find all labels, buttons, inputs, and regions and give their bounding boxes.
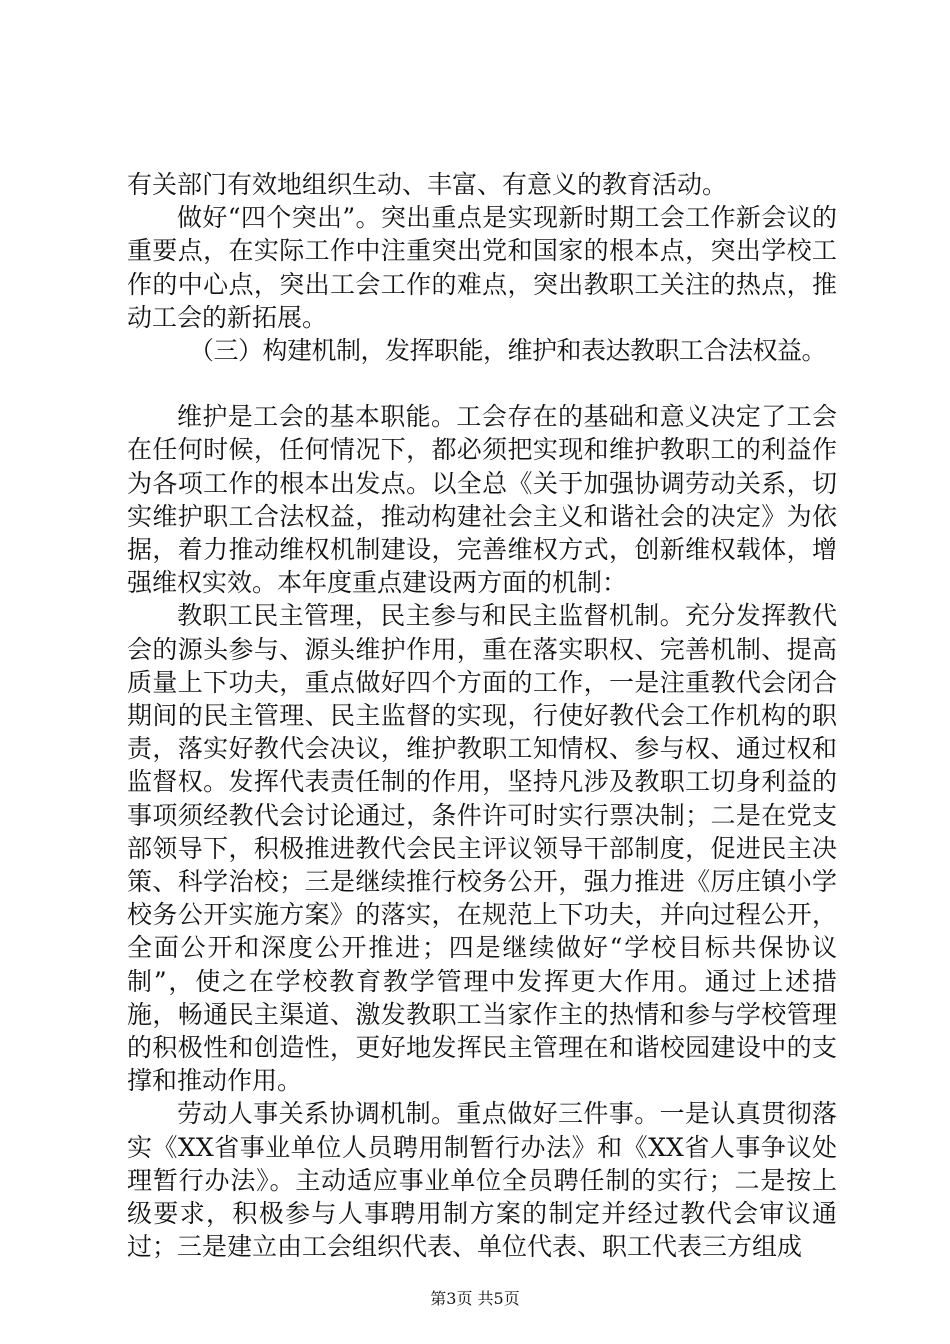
- document-body: [127, 168, 837, 1264]
- paragraph-spacer: [127, 367, 837, 400]
- section-heading-3: （三）构建机制，发挥职能，维护和表达教职工合法权益。: [189, 336, 827, 366]
- paragraph-protection-function: 维护是工会的基本职能。工会存在的基础和意义决定了工会在任何时候，任何情况下，都必须把实现和维护教职工的利益作为各项工作的根本出发点。以全总《关于加强协调劳动关系，切实维护职工合法权益，推动构建社会主义和谐社会的决定》为依据，着力推动维权机制建设，完善维权方式，创新维权载体，增强维权实效。本年度重点建设两方面的机制：: [127, 402, 837, 598]
- page-number-footer: 第3页 共5页: [430, 1289, 520, 1308]
- paragraph-four-highlights: 做好“四个突出”。突出重点是实现新时期工会工作新会议的重要点，在实际工作中注重突出党和国家的根本点，突出学校工作的中心点，突出工会工作的难点，突出教职工关注的热点，推动工会的新拓展。: [127, 203, 837, 332]
- paragraph-continuation: 有关部门有效地组织生动、丰富、有意义的教育活动。: [127, 170, 728, 199]
- paragraph-democratic-management: 教职工民主管理，民主参与和民主监督机制。充分发挥教代会的源头参与、源头维护作用，重在落实职权、完善机制、提高质量上下功夫，重点做好四个方面的工作，一是注重教代会闭合期间的民主管理、民主监督的实现，行使好教代会工作机构的职责，落实好教代会决议，维护教职工知情权、参与权、通过权和监督权。发挥代表责任制的作用，坚持凡涉及教职工切身利益的事项须经教代会讨论通过，条件许可时实行票决制；二是在党支部领导下，积极推进教代会民主评议领导干部制度，促进民主决策、科学治校；三是继续推行校务公开，强力推进《厉庄镇小学校务公开实施方案》的落实，在规范上下功夫，并向过程公开，全面公开和深度公开推进；四是继续做好“学校目标共保协议制”，使之在学校教育教学管理中发挥更大作用。通过上述措施，畅通民主渠道、激发教职工当家作主的热情和参与学校管理的积极性和创造性，更好地发挥民主管理在和谐校园建设中的支撑和推动作用。: [127, 601, 837, 1096]
- paragraph-labor-relations: 劳动人事关系协调机制。重点做好三件事。一是认真贯彻落实《XX省事业单位人员聘用制暂行办法》和《XX省人事争议处理暂行办法》。主动适应事业单位全员聘任制的实行；二是按上级要求，积极参与人事聘用制方案的制定并经过教代会审议通过；三是建立由工会组织代表、单位代表、职工代表三方组成: [127, 1099, 837, 1262]
